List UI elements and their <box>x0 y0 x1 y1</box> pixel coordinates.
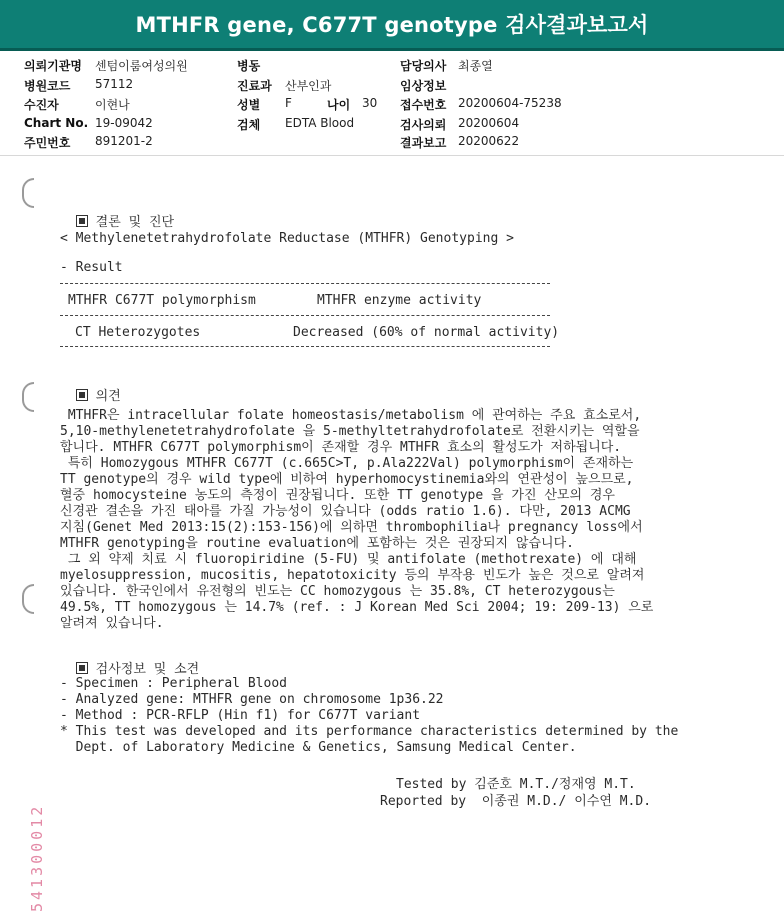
section-conclusion-heading <box>60 196 174 230</box>
opinion-line: TT genotype의 경우 wild type에 비하여 hyperhomocystinemia와의 연관성이 높으므로, <box>60 472 634 487</box>
value-accession-no: 20200604-75238 <box>458 96 562 110</box>
opinion-line: 있습니다. 한국인에서 유전형의 빈도는 CC homozygous 는 35.8%, CT heterozygous는 <box>60 584 615 599</box>
punch-hole-mark <box>22 178 34 208</box>
label-clinical-info: 임상정보 <box>400 79 447 93</box>
info-line: * This test was developed and its performance characteristics determined by the <box>60 724 679 739</box>
value-report-date: 20200622 <box>458 134 520 148</box>
result-label: - Result <box>60 260 123 275</box>
table-dash-line <box>60 346 550 347</box>
table-dash-line <box>60 283 550 284</box>
value-patient: 이현나 <box>95 98 130 112</box>
table-value-activity: Decreased (60% of normal activity) <box>293 325 560 340</box>
value-chart-no: 19-09042 <box>95 116 153 130</box>
info-line: - Specimen : Peripheral Blood <box>60 676 287 691</box>
label-chart-no: Chart No. <box>24 116 89 130</box>
opinion-line: 혈중 homocysteine 농도의 측정이 권장됩니다. 또한 TT genotype 을 가진 산모의 경우 <box>60 488 615 503</box>
section-conclusion-title: 결론 및 진단 <box>95 215 175 230</box>
label-department: 진료과 <box>237 79 272 93</box>
table-value-genotype: CT Heterozygotes <box>75 325 201 340</box>
opinion-line: MTHFR은 intracellular folate homeostasis/metabolism 에 관여하는 주요 효소로서, <box>60 408 642 423</box>
label-accession-no: 접수번호 <box>400 98 447 112</box>
section-info-title: 검사정보 및 소견 <box>95 662 200 677</box>
opinion-line: 특히 Homozygous MTHFR C677T (c.665C>T, p.Ala222Val) polymorphism이 존재하는 <box>60 456 634 471</box>
table-header-polymorphism: MTHFR C677T polymorphism <box>68 293 256 308</box>
opinion-line: 알려져 있습니다. <box>60 616 164 631</box>
section-opinion-title: 의견 <box>95 389 121 404</box>
section-opinion-heading <box>60 370 121 404</box>
label-sex: 성별 <box>237 98 261 112</box>
reported-by: Reported by 이종권 M.D./ 이수연 M.D. <box>380 794 652 809</box>
report-title: MTHFR gene, C677T genotype 검사결과보고서 <box>135 13 649 37</box>
barcode-number: 541300012 <box>28 803 46 912</box>
opinion-line: 49.5%, TT homozygous 는 14.7% (ref. : J Korean Med Sci 2004; 19: 209-13) 으로 <box>60 600 654 615</box>
value-requesting-institution: 센텀이룸여성의원 <box>95 59 188 73</box>
info-line: - Analyzed gene: MTHFR gene on chromosome 1p36.22 <box>60 692 444 707</box>
value-resident-no: 891201-2 <box>95 134 153 148</box>
label-ward: 병동 <box>237 59 261 73</box>
value-age: 30 <box>362 96 378 110</box>
label-resident-no: 주민번호 <box>24 136 71 150</box>
header-info <box>0 53 784 153</box>
value-department: 산부인과 <box>285 79 332 93</box>
section-square-icon <box>76 662 88 674</box>
section-square-icon <box>76 215 88 227</box>
header-divider <box>0 155 784 156</box>
opinion-line: 지침(Genet Med 2013:15(2):153-156)에 의하면 thrombophilia나 pregnancy loss에서 <box>60 520 643 535</box>
punch-hole-mark <box>22 584 34 614</box>
value-hospital-code: 57112 <box>95 77 134 91</box>
punch-hole-mark <box>22 382 34 412</box>
label-report-date: 결과보고 <box>400 136 447 150</box>
value-specimen: EDTA Blood <box>285 116 355 130</box>
opinion-line: MTHFR genotyping을 routine evaluation에 포함하는 것은 권장되지 않습니다. <box>60 536 574 551</box>
info-line: - Method : PCR-RFLP (Hin f1) for C677T variant <box>60 708 421 723</box>
table-dash-line <box>60 315 550 316</box>
value-request-date: 20200604 <box>458 116 520 130</box>
tested-by: Tested by 김준호 M.T./정재영 M.T. <box>396 777 636 792</box>
report-title-bar <box>0 0 784 51</box>
opinion-line: 그 외 약제 치료 시 fluoropiridine (5-FU) 및 antifolate (methotrexate) 에 대해 <box>60 552 637 567</box>
opinion-line: myelosuppression, mucositis, hepatotoxicity 등의 부작용 빈도가 높은 것으로 알려져 <box>60 568 645 583</box>
table-header-enzyme-activity: MTHFR enzyme activity <box>317 293 482 308</box>
label-requesting-institution: 의뢰기관명 <box>24 59 82 73</box>
section-square-icon <box>76 389 88 401</box>
label-request-date: 검사의뢰 <box>400 118 447 132</box>
label-patient: 수진자 <box>24 98 59 112</box>
label-specimen: 검체 <box>237 118 261 132</box>
opinion-line: 신경관 결손을 가진 태아를 가질 가능성이 있습니다 (odds ratio 1.6). 다만, 2013 ACMG <box>60 504 631 519</box>
label-hospital-code: 병원코드 <box>24 79 71 93</box>
info-line: Dept. of Laboratory Medicine & Genetics, Samsung Medical Center. <box>60 740 577 755</box>
section-info-heading <box>60 643 199 677</box>
label-age: 나이 <box>327 98 351 112</box>
value-physician: 최종열 <box>458 59 493 73</box>
label-physician: 담당의사 <box>400 59 447 73</box>
opinion-line: 5,10-methylenetetrahydrofolate 을 5-methyltetrahydrofolate로 전환시키는 역할을 <box>60 424 640 439</box>
value-sex: F <box>285 96 292 110</box>
method-title: < Methylenetetrahydrofolate Reductase (MTHFR) Genotyping > <box>60 231 514 246</box>
opinion-line: 합니다. MTHFR C677T polymorphism이 존재할 경우 MTHFR 효소의 활성도가 저하됩니다. <box>60 440 622 455</box>
